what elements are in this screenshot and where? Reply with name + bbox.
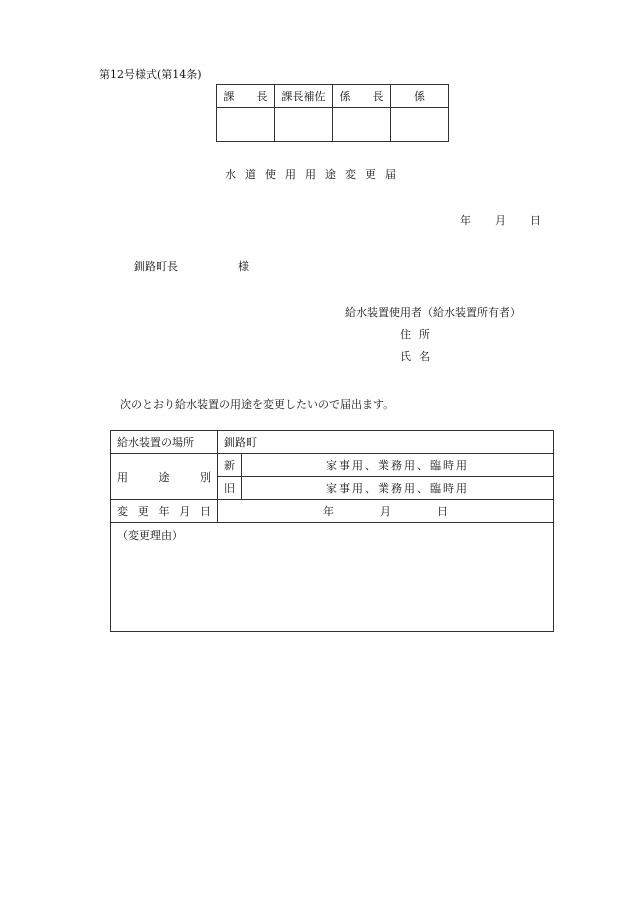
approval-header-subsection-chief: 係 長 (333, 85, 391, 108)
change-year-label: 年 (323, 505, 334, 518)
change-date-label: 変更年月日 (111, 500, 218, 523)
stamp-box-staff[interactable] (391, 108, 449, 142)
date-month-label: 月 (495, 214, 506, 227)
addressee-honorific: 様 (238, 260, 249, 273)
statement-text: 次のとおり給水装置の用途を変更したいので届出ます。 (120, 398, 395, 411)
approval-header-staff: 係 (391, 85, 449, 108)
form-number: 第12号様式(第14条) (99, 68, 202, 81)
change-date-value[interactable] (218, 500, 554, 523)
change-month-label: 月 (380, 505, 391, 518)
stamp-box-section-chief[interactable] (217, 108, 275, 142)
approval-stamp-table (216, 84, 449, 142)
usage-old-label: 旧 (218, 477, 242, 500)
form-title: 水道使用用途変更届 (225, 168, 405, 181)
applicant-name-label[interactable]: 氏名 (400, 350, 438, 363)
usage-new-label: 新 (218, 454, 242, 477)
stamp-box-subsection-chief[interactable] (333, 108, 391, 142)
date-year-label: 年 (460, 214, 471, 227)
applicant-address-label[interactable]: 住所 (400, 328, 438, 341)
usage-new-options[interactable]: 家事用、業務用、臨時用 (242, 454, 554, 477)
stamp-box-deputy-chief[interactable] (275, 108, 333, 142)
addressee-name: 釧路町長 (134, 260, 178, 273)
usage-change-table (110, 430, 554, 632)
approval-header-section-chief: 課 長 (217, 85, 275, 108)
location-label: 給水装置の場所 (111, 431, 218, 454)
change-day-label: 日 (437, 505, 448, 518)
applicant-heading: 給水装置使用者（給水装置所有者） (345, 306, 521, 319)
change-reason-field[interactable] (111, 523, 554, 632)
usage-old-options[interactable]: 家事用、業務用、臨時用 (242, 477, 554, 500)
usage-label: 用 途 別 (111, 454, 218, 500)
addressee (134, 258, 249, 274)
change-reason-label: （変更理由） (117, 529, 183, 542)
location-value[interactable]: 釧路町 (218, 431, 554, 454)
submission-date[interactable] (460, 212, 541, 228)
date-day-label: 日 (530, 214, 541, 227)
approval-header-deputy-chief: 課長補佐 (275, 85, 333, 108)
